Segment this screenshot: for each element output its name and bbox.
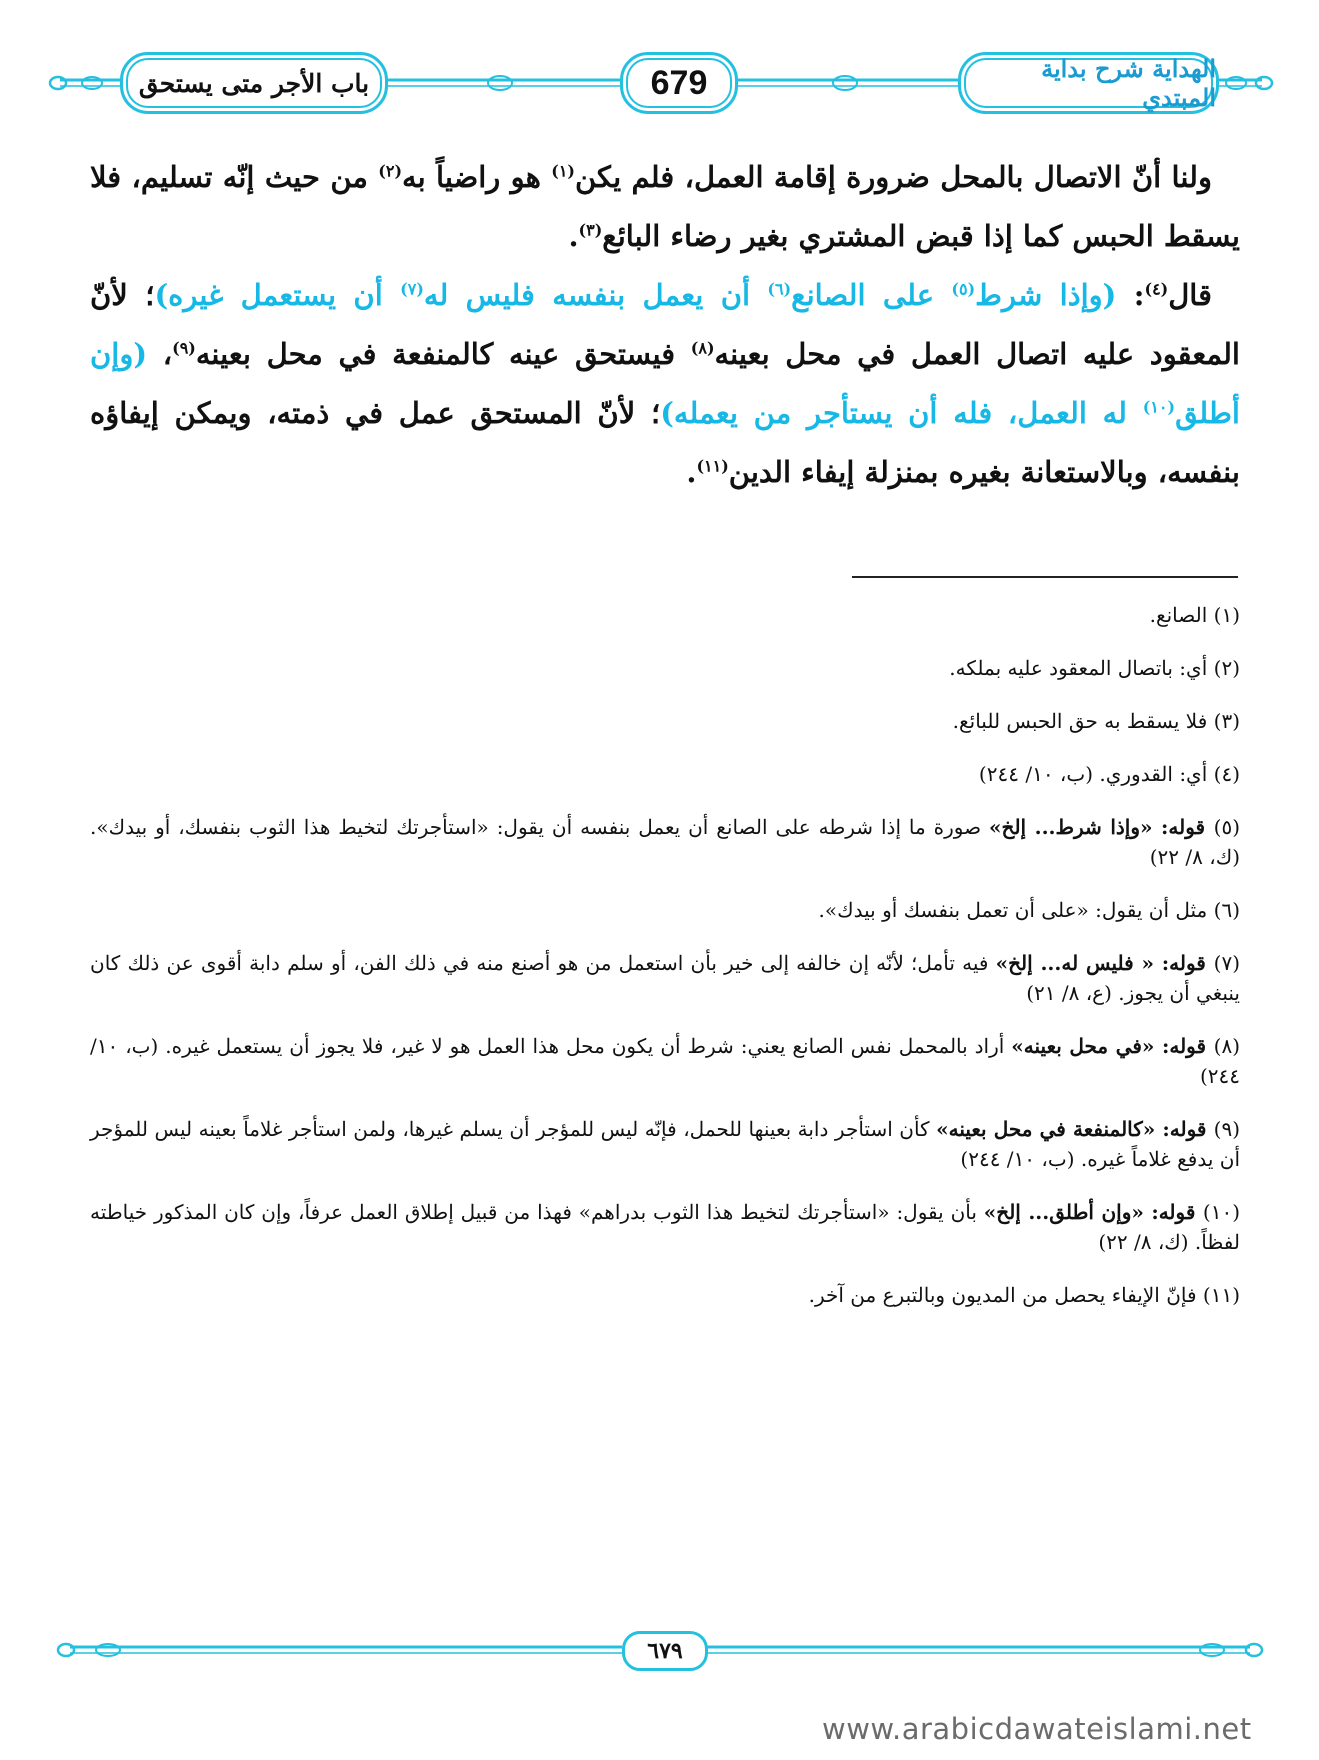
footnote-text: أراد بالمحمل نفس الصانع يعني: شرط أن يكون محل هذا العمل هو لا غير، فلا يجوز أن يستعمل غيره. (ب، ١٠/ ٢٤٤): [90, 1034, 1240, 1088]
footnote-ref[interactable]: (٤): [1144, 279, 1169, 299]
footnote-lead: قوله: « فليس له... إلخ»: [995, 951, 1214, 975]
footnote-number: (٩): [1213, 1117, 1240, 1141]
text-run: ،: [147, 337, 173, 371]
page-footer: [0, 1620, 1319, 1760]
text-run: من حيث إنّه تسليم، فلا يسقط الحبس كما إذا قبض المشتري بغير رضاء البائع: [90, 160, 1240, 253]
footnote-text: أي: القدوري. (ب، ١٠/ ٢٤٤): [978, 762, 1214, 786]
matn-text: على الصانع: [791, 278, 952, 312]
footnote: [90, 812, 1240, 872]
footnote: [90, 1280, 1240, 1310]
footnote-number: (٥): [1213, 815, 1241, 839]
footnote-number: (٧): [1213, 951, 1241, 975]
footnote-number: (٤): [1213, 762, 1240, 786]
footnote: [90, 1114, 1240, 1174]
footnote: [90, 759, 1240, 789]
text-run: .: [686, 455, 697, 489]
footnote-text: صورة ما إذا شرطه على الصانع أن يعمل بنفسه أن يقول: «استأجرتك لتخيط هذا الثوب بنفسك، أو بيدك». (ك، ٨/ ٢٢): [90, 815, 1240, 869]
footnote-text: أي: باتصال المعقود عليه بملكه.: [949, 656, 1214, 680]
footnote-text: فيه تأمل؛ لأنّه إن خالفه إلى خير بأن استعمل من هو أصنع منه في ذلك الفن، أو سلم دابة أقوى عن ذلك كان ينبغي أن يجوز. (ع، ٨/ ٢١): [90, 951, 1240, 1005]
footnote-text: كأن استأجر دابة بعينها للحمل، فإنّه ليس للمؤجر أن يسلم غيرها، ولمن استأجر غلاماً بعينه ليس للمؤجر أن يدفع غلاماً غيره. (ب، ١٠/ ٢٤٤): [90, 1117, 1240, 1171]
website-watermark[interactable]: www.arabicdawateislami.net: [822, 1712, 1252, 1746]
matn-text: أن يستعمل غيره): [154, 278, 401, 312]
footnote-number: (٦): [1213, 898, 1240, 922]
text-run: ؛ لأنّ المستحق عمل في ذمته، ويمكن إيفاؤه بنفسه، وبالاستعانة بغيره بمنزلة إيفاء الدين: [90, 396, 1240, 489]
footnote-ref[interactable]: (١): [551, 161, 575, 181]
footnote: [90, 895, 1240, 925]
footnote-text: الصانع.: [1149, 603, 1214, 627]
page-header: [0, 0, 1319, 165]
footnote: [90, 706, 1240, 736]
text-run: ؛ لأنّ المعقود عليه اتصال العمل في محل بعينه: [90, 278, 1240, 371]
footnote-ref[interactable]: (٩): [172, 338, 196, 358]
footnote-text: مثل أن يقول: «على أن تعمل بنفسك أو بيدك».: [818, 898, 1214, 922]
footnote-divider: [852, 576, 1238, 578]
footnote: [90, 653, 1240, 683]
footnote-lead: قوله: «وإذا شرط... إلخ»: [989, 815, 1214, 839]
chapter-title: باب الأجر متى يستحق: [120, 52, 388, 114]
footnote-number: (٣): [1213, 709, 1240, 733]
paragraph: [90, 148, 1240, 266]
footnote-ref[interactable]: (٧): [400, 279, 424, 299]
footnote-lead: قوله: «وإن أطلق... إلخ»: [983, 1200, 1203, 1224]
book-title: الهداية شرح بداية المبتدي: [958, 52, 1219, 114]
footnote: [90, 1031, 1240, 1091]
footnote-ref[interactable]: (٣): [578, 220, 603, 240]
footnotes: [90, 600, 1240, 1333]
paragraph: [90, 266, 1240, 502]
matn-text: (وإذا شرط: [975, 278, 1117, 312]
footnote-ref[interactable]: (١١): [696, 456, 729, 476]
footnote-number: (١١): [1202, 1283, 1240, 1307]
footnote-text: فإنّ الإيفاء يحصل من المديون وبالتبرع من آخر.: [808, 1283, 1203, 1307]
footnote: [90, 1197, 1240, 1257]
footnote-number: (٨): [1213, 1034, 1241, 1058]
footnote-text: فلا يسقط به حق الحبس للبائع.: [952, 709, 1214, 733]
text-run: هو راضياً به: [402, 160, 552, 194]
page-number: 679: [620, 52, 738, 114]
footnote-ref[interactable]: (٢): [378, 161, 403, 181]
text-run: قال: [1168, 278, 1213, 312]
footnote-ref[interactable]: (١٠): [1142, 397, 1176, 417]
footnote-text: بأن يقول: «استأجرتك لتخيط هذا الثوب بدراهم» فهذا من قبيل إطلاق العمل عرفاً، وإن كان المذكور خياطته لفظاً. (ك، ٨/ ٢٢): [90, 1200, 1240, 1254]
text-run: فيستحق عينه كالمنفعة في محل بعينه: [195, 337, 691, 371]
footnote-ref[interactable]: (٨): [690, 338, 715, 358]
main-text: [90, 148, 1240, 502]
footnote-number: (١): [1213, 603, 1240, 627]
footer-page-number: ٦٧٩: [622, 1631, 708, 1671]
matn-text: له العمل، فله أن يستأجر من يعمله): [660, 396, 1143, 430]
footnote-lead: قوله: «كالمنفعة في محل بعينه»: [936, 1117, 1214, 1141]
text-run: :: [1116, 278, 1145, 312]
text-run: ولنا أنّ الاتصال بالمحل ضرورة إقامة العمل، فلم يكن: [574, 160, 1212, 194]
text-run: .: [568, 219, 579, 253]
footnote: [90, 948, 1240, 1008]
footnote-ref[interactable]: (٦): [767, 279, 792, 299]
matn-text: أن يعمل بنفسه فليس له: [423, 278, 768, 312]
footnote-number: (٢): [1213, 656, 1240, 680]
matn-text: (وإن أطلق: [90, 337, 1240, 430]
footnote-ref[interactable]: (٥): [951, 279, 976, 299]
footnote-lead: قوله: «في محل بعينه»: [1011, 1034, 1214, 1058]
footnote-number: (١٠): [1202, 1200, 1240, 1224]
footnote: [90, 600, 1240, 630]
